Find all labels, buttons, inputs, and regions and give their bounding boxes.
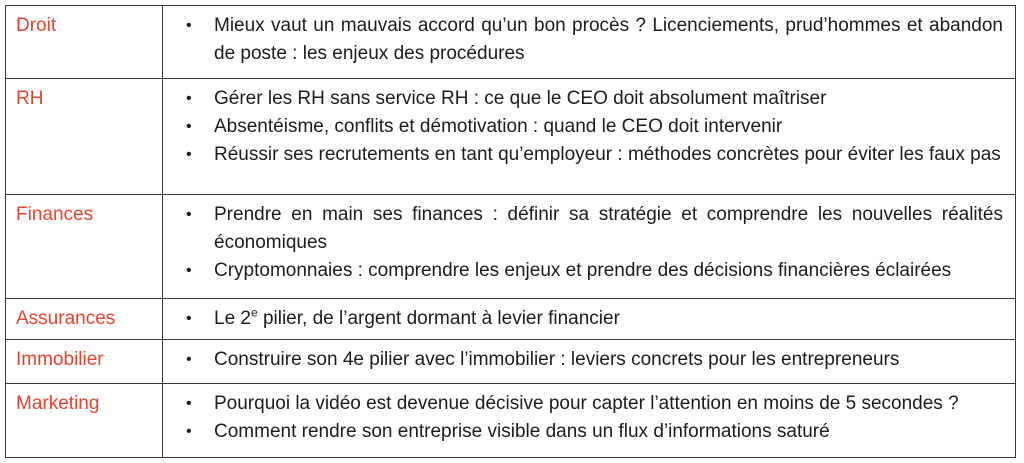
category-cell-assurances	[6, 299, 163, 339]
list-item	[183, 257, 1003, 285]
bullet-icon: •	[186, 118, 192, 135]
items-cell	[163, 340, 1015, 383]
bullet-icon: •	[186, 262, 192, 279]
list-item-text: Comment rendre son entreprise visible dans un flux d’informations saturé	[214, 421, 830, 442]
category-label: Immobilier	[16, 349, 104, 370]
list-item	[183, 305, 1003, 333]
list-item-text: Réussir ses recrutements en tant qu’employeur : méthodes concrètes pour éviter les faux pas	[214, 144, 1001, 165]
table-row	[6, 194, 1015, 298]
category-label: RH	[16, 88, 44, 109]
table-row	[6, 78, 1015, 194]
list-item-text-prefix: Le 2	[214, 308, 251, 329]
items-cell	[163, 299, 1015, 339]
category-label: Assurances	[16, 308, 116, 329]
list-item	[183, 12, 1003, 68]
list-item-text	[214, 305, 1003, 333]
table-row	[6, 298, 1015, 339]
category-cell-immobilier	[6, 340, 163, 383]
bullet-icon: •	[186, 206, 192, 223]
table-row	[6, 339, 1015, 383]
list-item	[183, 390, 1003, 418]
list-item	[183, 346, 1003, 374]
topics-table	[5, 5, 1016, 458]
list-item	[183, 201, 1003, 257]
list-item-text: Prendre en main ses finances : définir sa stratégie et comprendre les nouvelles réalités économiques	[214, 204, 1003, 253]
bullet-icon: •	[186, 90, 192, 107]
ordinal-superscript: e	[250, 305, 258, 320]
bullet-icon: •	[186, 351, 192, 368]
category-label: Droit	[16, 15, 57, 36]
category-cell-finances	[6, 195, 163, 298]
items-cell	[163, 79, 1015, 194]
list-item-text: Pourquoi la vidéo est devenue décisive pour capter l’attention en moins de 5 secondes ?	[214, 393, 959, 414]
items-cell	[163, 6, 1015, 78]
list-item	[183, 141, 1003, 169]
items-cell	[163, 384, 1015, 457]
category-cell-marketing	[6, 384, 163, 457]
list-item-text: Gérer les RH sans service RH : ce que le CEO doit absolument maîtriser	[214, 88, 827, 109]
bullet-icon: •	[186, 395, 192, 412]
bullet-icon: •	[186, 423, 192, 440]
list-item	[183, 85, 1003, 113]
list-item	[183, 113, 1003, 141]
category-label: Finances	[16, 204, 94, 225]
list-item-text: Cryptomonnaies : comprendre les enjeux et prendre des décisions financières éclairées	[214, 260, 952, 281]
category-cell-droit	[6, 6, 163, 78]
bullet-icon: •	[186, 17, 192, 34]
table-row	[6, 383, 1015, 457]
table-row	[6, 6, 1015, 78]
bullet-icon: •	[186, 146, 192, 163]
list-item	[183, 418, 1003, 446]
items-cell	[163, 195, 1015, 298]
list-item-text: Construire son 4e pilier avec l’immobilier : leviers concrets pour les entrepreneurs	[214, 349, 900, 370]
category-cell-rh	[6, 79, 163, 194]
bullet-icon: •	[186, 310, 192, 327]
list-item-text: Mieux vaut un mauvais accord qu’un bon procès ? Licenciements, prud’hommes et abandon de poste : les enjeux des procédures	[214, 15, 1003, 64]
list-item-text-suffix: pilier, de l’argent dormant à levier financier	[257, 308, 620, 329]
list-item-text: Absentéisme, conflits et démotivation : quand le CEO doit intervenir	[214, 116, 783, 137]
category-label: Marketing	[16, 393, 100, 414]
